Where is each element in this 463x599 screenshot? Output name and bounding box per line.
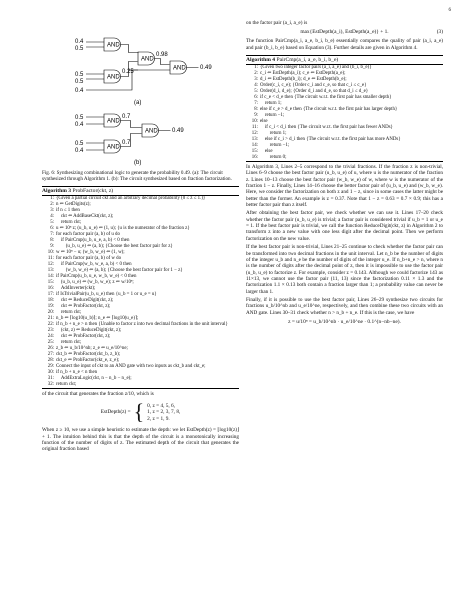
- line-text: u ⇐ 10ⁿ z; (u_b, u_e) ⇐ (1, u); {u is the numerator of the fraction z}: [56, 226, 190, 231]
- line-text: if n_b + n_e < n then: [56, 370, 98, 375]
- line-number: 3:: [254, 77, 258, 83]
- line-number: 1:: [50, 196, 54, 201]
- line-text: AddInverter(ckt);: [56, 286, 96, 291]
- paragraph: on the factor pair (a_i, a_e) is: [246, 20, 308, 26]
- line-number: 9:: [50, 244, 54, 249]
- line-text: if PairCmp(u_b, u_e, a, b) < 0 then: [56, 238, 130, 243]
- line-number: 14:: [251, 143, 258, 149]
- line-number: 28:: [47, 358, 54, 363]
- line-text: if c_i < d_i then {The circuit w.r.t. the first pair has fewer ANDs}: [260, 125, 393, 131]
- input-value: 0.5: [75, 72, 84, 78]
- gate-label: AND: [145, 128, 158, 135]
- line-number: 10:: [251, 119, 258, 125]
- line-text: else if c_e > d_e then {The circuit w.r.t. the first pair has larger depth}: [260, 107, 398, 113]
- line-text: if n ≤ 1 then: [56, 208, 80, 213]
- line-number: 25:: [47, 340, 54, 345]
- line-text: return ckt;: [56, 310, 82, 315]
- input-value: 0.4: [75, 39, 84, 45]
- line-number: 24:: [47, 334, 54, 339]
- paragraph: Finally, if it is possible to use the best factor pair, Lines 26–29 synthesize two circuits for fractions u_b/10^nb and u_e/10^ne, respectively, and then combine these two circuits with an AND gate. Lines 30–31 check whether n > n_b + n_e. If this is the case, we have: [246, 296, 443, 316]
- figure-caption: Fig. 6: Synthesizing combinational logic to generate the probability 0.49. (a): The circuit synthesized through Algorithm 1. (b): The circuit synthesized based on fraction factorization.: [42, 170, 232, 182]
- gate-label: AND: [173, 65, 186, 72]
- paragraph: If the best factor pair is non-trivial, Lines 21–25 continue to check whether the factor pair can be transformed into two decimal fractions in the unit interval. Let n_b be the number of digits of the integer u_b and n_e be the number of digits of the integer u_e. If n_b+n_e > n, where n is the number of digits after the decimal point of z, then it is impossible to use the factor pair (u_b, u_e) to factorize z. For example, consider z = 0.143. Although we could factorize 143 as 11×13, we cannot use the factor pair (11, 13) since the factorization 0.11 × 1.3 and the factorization 1.1 × 0.13 both contain a fraction larger than 1; a probability value can never be larger than 1.: [246, 244, 443, 295]
- line-text: return −1;: [260, 143, 290, 149]
- gate-label: AND: [107, 144, 120, 151]
- line-text: z_b ⇐ u_b/10^nb; z_e ⇐ u_e/10^ne;: [56, 346, 128, 351]
- line-text: return ckt;: [56, 220, 82, 225]
- line-text: else: [260, 119, 268, 125]
- case-row: 1, z = 2, 3, 7, 8,: [147, 409, 181, 416]
- input-value: 0.5: [75, 79, 84, 85]
- line-number: 13:: [47, 268, 54, 273]
- input-value: 0.5: [75, 115, 84, 121]
- line-text: ckt_e ⇐ ProbFactor(ckt_e, z_e);: [56, 358, 120, 363]
- line-text: ckt ⇐ ReduceDigit(ckt, z);: [56, 298, 114, 303]
- line-number: 12:: [251, 131, 258, 137]
- line-number: 6:: [254, 95, 258, 101]
- left-column: [42, 18, 239, 455]
- equation-lhs: EstDepth(z) =: [100, 409, 131, 416]
- line-text: ckt ⇐ ProbFactor(ckt, z);: [56, 334, 111, 339]
- gate-label: AND: [141, 56, 154, 63]
- line-number: 22:: [47, 322, 54, 327]
- algorithm-lines: [42, 196, 239, 388]
- line-number: 31:: [47, 376, 54, 381]
- line-number: 15:: [251, 149, 258, 155]
- line-text: if c_e < d_e then {The circuit w.r.t. the first pair has smaller depth}: [260, 95, 392, 101]
- input-value: 0.5: [75, 46, 84, 52]
- line-number: 4:: [254, 83, 258, 89]
- line-number: 8:: [50, 238, 54, 243]
- line-text: c_i ⇐ EstDepth(a_i); c_e ⇐ EstDepth(a_e);: [260, 71, 346, 77]
- equation-final: z = u/10ⁿ = u_b/10^nb · u_e/10^ne · 0.1^(n−nb−ne).: [288, 318, 401, 325]
- paragraph: In Algorithm 3, Lines 2–5 correspond to the trivial fractions. If the fraction z is non-trivial, Lines 6–9 choose the best factor pair (u_b, u_e) of u, where u is the numerator of the fraction z. Lines 10–13 choose the best factor pair (w_b, w_e) of w, where w is the numerator of the fraction 1 − z. Finally, Lines 14–16 choose the better factor pair of (u_b, u_e) and (w_b, w_e). Here, we consider the factorization on both z and 1 − z, since in some cases the latter might be better than the former. An example is z = 0.37. Note that 1 − z = 0.63 = 0.7 × 0.9; this has a better factor pair than z itself.: [246, 164, 443, 209]
- line-number: 15:: [47, 280, 54, 285]
- line-number: 4:: [50, 214, 54, 219]
- line-number: 10:: [47, 250, 54, 255]
- output-value: 0.49: [172, 128, 184, 134]
- line-text: else: [260, 149, 273, 155]
- line-number: 11:: [251, 125, 258, 131]
- subfigure-label: (a): [134, 100, 142, 106]
- line-number: 9:: [254, 113, 258, 119]
- line-number: 30:: [47, 370, 54, 375]
- paragraph: When z ≥ 10, we use a simple heuristic to estimate the depth: we let EstDepth(z) = ⌊log10(z)⌋ + 1. The intuition behind this is that the depth of the circuit is a monotonically increasing function of the number of digits of z. The estimated depth of the circuit that generates the original fraction based: [42, 427, 239, 453]
- line-number: 5:: [50, 220, 54, 225]
- line-text: (u_b, u_e) ⇐ (a, b); {Choose the best factor pair for z}: [56, 244, 173, 249]
- equation-3: max{EstDepth(a_i), EstDepth(a_e)} + 1. (3): [300, 29, 443, 36]
- input-value: 0.5: [75, 141, 84, 147]
- line-number: 18:: [47, 298, 54, 303]
- line-number: 5:: [254, 89, 258, 95]
- line-number: 6:: [50, 226, 54, 231]
- line-text: return ckt;: [56, 340, 82, 345]
- line-number: 8:: [254, 107, 258, 113]
- line-text: if IsTrivialPair(u_b, u_e) then {u_b = 1 or u_e = u}: [56, 292, 157, 297]
- line-text: (ckt, z) ⇐ ReduceDigit(ckt, z);: [56, 328, 122, 333]
- line-text: Order(d_i, d_e); {Order d_i and d_e, so that d_i ≤ d_e}: [260, 89, 369, 95]
- line-number: 3:: [50, 208, 54, 213]
- algorithm-line: [42, 382, 239, 388]
- line-number: 29:: [47, 364, 54, 369]
- mid-value: 0.7: [122, 114, 131, 120]
- line-number: 21:: [47, 316, 54, 321]
- paragraph: The function PairCmp(a_i, a_e, b_i, b_e) essentially compares the quality of pair (a_i, a_e) and pair (b_i, b_e) based on Equation (3). Further details are given in Algorithm 4.: [246, 38, 443, 51]
- line-number: 26:: [47, 346, 54, 351]
- line-text: if n_b + n_e > n then {Unable to factor z into two decimal fractions in the unit interval}: [56, 322, 228, 327]
- line-text: d_i ⇐ EstDepth(b_i); d_e ⇐ EstDepth(b_e);: [260, 77, 347, 83]
- line-number: 17:: [47, 292, 54, 297]
- line-text: ckt ⇐ AddBaseCkt(ckt, z);: [56, 214, 114, 219]
- mid-value: 0.25: [122, 69, 134, 75]
- mid-value: 0.98: [156, 52, 168, 58]
- mid-value: 0.7: [122, 140, 131, 146]
- line-text: if PairCmp(u_b, u_e, w_b, w_e) < 0 then: [56, 274, 137, 279]
- case-row: 2, z = 1, 9.: [147, 415, 170, 422]
- line-number: 16:: [251, 155, 258, 161]
- gate-label: AND: [107, 74, 120, 81]
- algorithm-lines: [246, 65, 443, 161]
- line-number: 12:: [47, 262, 54, 267]
- line-text: (w_b, w_e) ⇐ (a, b); {Choose the best factor pair for 1 − z}: [56, 268, 183, 273]
- paragraph: of the circuit that generates the fraction z/10, which is: [42, 391, 154, 397]
- line-text: {Given a partial circuit ckt and an arbitrary decimal probability (0 ≤ z ≤ 1.)}: [56, 196, 206, 201]
- line-text: return ckt;: [56, 382, 77, 387]
- line-text: return 1;: [260, 101, 282, 107]
- line-number: 20:: [47, 310, 54, 315]
- line-number: 13:: [251, 137, 258, 143]
- gate-label: AND: [107, 118, 120, 125]
- algorithm-title: Algorithm 4 PairCmp(a_i, a_e, b_i, b_e): [246, 56, 443, 65]
- right-column: [246, 18, 443, 328]
- algorithm-title: Algorithm 3 ProbFactor(ckt, z): [42, 187, 239, 196]
- line-number: 16:: [47, 286, 54, 291]
- line-text: AddExtraLogic(ckt, n − n_b − n_e);: [56, 376, 132, 381]
- line-text: w ⇐ 10ⁿ − u; (w_b, w_e) ⇐ (1, w);: [56, 250, 125, 255]
- line-text: return 0;: [260, 155, 287, 161]
- estdepth-equation: EstDepth(z) = { 0, z = 4, 5, 6, 1, z = 2, 3, 7, 8, 2, z = 1, 9.: [100, 399, 181, 425]
- line-text: return 1;: [260, 131, 287, 137]
- page-number: 6: [448, 8, 451, 13]
- line-number: 27:: [47, 352, 54, 357]
- line-text: else if c_i > d_i then {The circuit w.r.t. the first pair has more ANDs}: [260, 137, 401, 143]
- line-text: n ⇐ GetDigits(z);: [56, 202, 91, 207]
- line-text: ckt ⇐ ProbFactor(ckt, z);: [56, 304, 111, 309]
- line-number: 1:: [254, 65, 258, 71]
- line-number: 2:: [254, 71, 258, 77]
- paragraph: After obtaining the best factor pair, we check whether we can use it. Lines 17–20 check whether the factor pair (u_b, u_e) is trivial; a factor pair is considered trivial if u_b = 1 or u_e = 1. If the best factor pair is trivial, we call the function ReduceDigit(ckt, z) in Algorithm 2 to transform z into a new value with one less digit after the decimal point. Then we perform factorization on the new value.: [246, 210, 443, 242]
- line-text: {Given two integer factor pairs (a_i, a_e) and (b_i, b_e)}: [260, 65, 372, 71]
- line-number: 14:: [47, 274, 54, 279]
- output-value: 0.49: [200, 65, 212, 71]
- line-text: n_b ⇐ ⌈log10(u_b)⌉; n_e ⇐ ⌈log10(u_e)⌉;: [56, 316, 139, 321]
- algorithm-4: [246, 55, 443, 162]
- line-number: 11:: [47, 256, 54, 261]
- algorithm-3: [42, 186, 239, 389]
- line-text: for each factor pair (a, b) of w do: [56, 256, 122, 261]
- algorithm-line: [246, 155, 443, 161]
- line-number: 7:: [50, 232, 54, 237]
- line-text: Order(c_i, c_e); {Order c_i and c_e, so that c_i ≤ c_e}: [260, 83, 367, 89]
- input-value: 0.4: [75, 122, 84, 128]
- line-number: 2:: [50, 202, 54, 207]
- case-row: 0, z = 4, 5, 6,: [147, 402, 176, 409]
- figure-6: [42, 18, 239, 168]
- input-value: 0.4: [75, 148, 84, 154]
- line-number: 32:: [47, 382, 54, 387]
- line-number: 7:: [254, 101, 258, 107]
- line-text: Connect the input of ckt to an AND gate with two inputs as ckt_b and ckt_e;: [56, 364, 206, 369]
- line-text: ckt_b ⇐ ProbFactor(ckt_b, z_b);: [56, 352, 121, 357]
- logic-circuit-diagram: [42, 18, 239, 168]
- subfigure-label: (b): [134, 160, 142, 166]
- line-number: 19:: [47, 304, 54, 309]
- line-text: for each factor pair (a, b) of u do: [56, 232, 120, 237]
- gate-label: AND: [107, 42, 120, 49]
- line-text: if PairCmp(w_b, w_e, a, b) < 0 then: [56, 262, 132, 267]
- line-text: (u_b, u_e) ⇐ (w_b, w_e); z ⇐ w/10ⁿ;: [56, 280, 134, 285]
- line-number: 23:: [47, 328, 54, 333]
- line-text: return −1;: [260, 113, 285, 119]
- input-value: 0.4: [75, 88, 84, 94]
